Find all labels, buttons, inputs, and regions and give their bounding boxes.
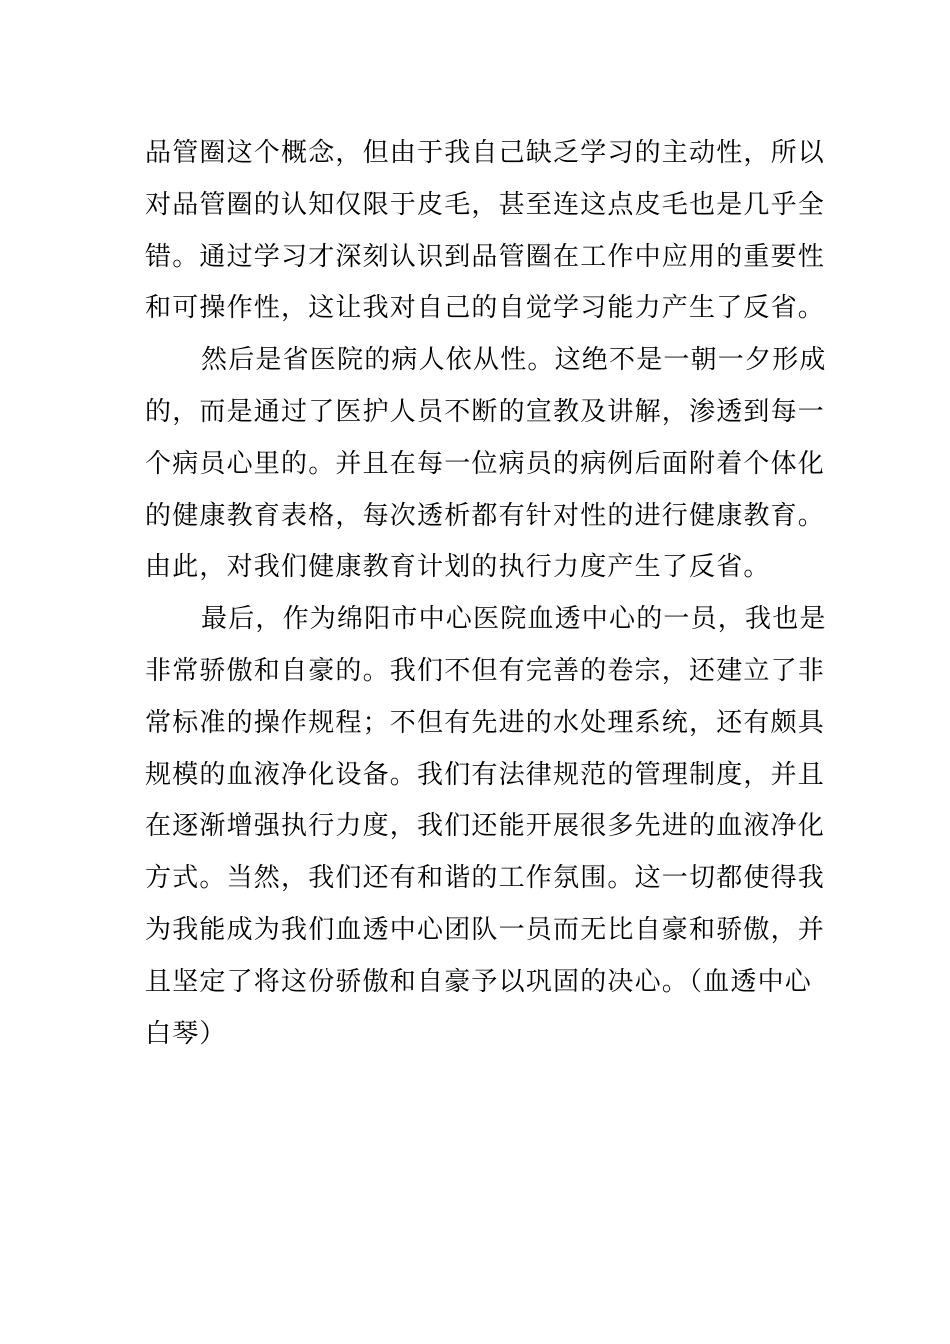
text-line: 个病员心里的。并且在每一位病员的病例后面附着个体化 <box>145 448 826 479</box>
text-line: 的健康教育表格，每次透析都有针对性的进行健康教育。 <box>145 500 826 531</box>
document-body <box>145 128 827 1060</box>
paragraph-quality-circle <box>145 128 826 335</box>
text-line: 的，而是通过了医护人员不断的宣教及讲解，渗透到每一 <box>145 396 826 427</box>
text-line: 且坚定了将这份骄傲和自豪予以巩固的决心。（血透中心 <box>145 966 813 997</box>
text-line: 然后是省医院的病人依从性。这绝不是一朝一夕形成 <box>201 345 827 376</box>
author-signature: 白琴） <box>145 1018 227 1049</box>
text-line: 对品管圈的认知仅限于皮毛，甚至连这点皮毛也是几乎全 <box>145 189 826 220</box>
text-line: 非常骄傲和自豪的。我们不但有完善的卷宗，还建立了非 <box>145 655 826 686</box>
paragraph-conclusion <box>145 594 827 1060</box>
text-line: 错。通过学习才深刻认识到品管圈在工作中应用的重要性 <box>145 241 826 272</box>
text-line: 和可操作性，这让我对自己的自觉学习能力产生了反省。 <box>145 293 826 324</box>
text-line: 最后，作为绵阳市中心医院血透中心的一员，我也是 <box>201 604 827 635</box>
text-line: 品管圈这个概念，但由于我自己缺乏学习的主动性，所以 <box>145 138 826 168</box>
text-line: 规模的血液净化设备。我们有法律规范的管理制度，并且 <box>145 759 826 790</box>
text-line: 由此，对我们健康教育计划的执行力度产生了反省。 <box>145 552 771 583</box>
text-line: 方式。当然，我们还有和谐的工作氛围。这一切都使得我 <box>145 863 826 894</box>
text-line: 为我能成为我们血透中心团队一员而无比自豪和骄傲，并 <box>145 914 826 945</box>
text-line: 在逐渐增强执行力度，我们还能开展很多先进的血液净化 <box>145 811 826 842</box>
paragraph-patient-compliance <box>145 335 827 594</box>
text-line: 常标准的操作规程；不但有先进的水处理系统，还有颇具 <box>145 707 826 738</box>
